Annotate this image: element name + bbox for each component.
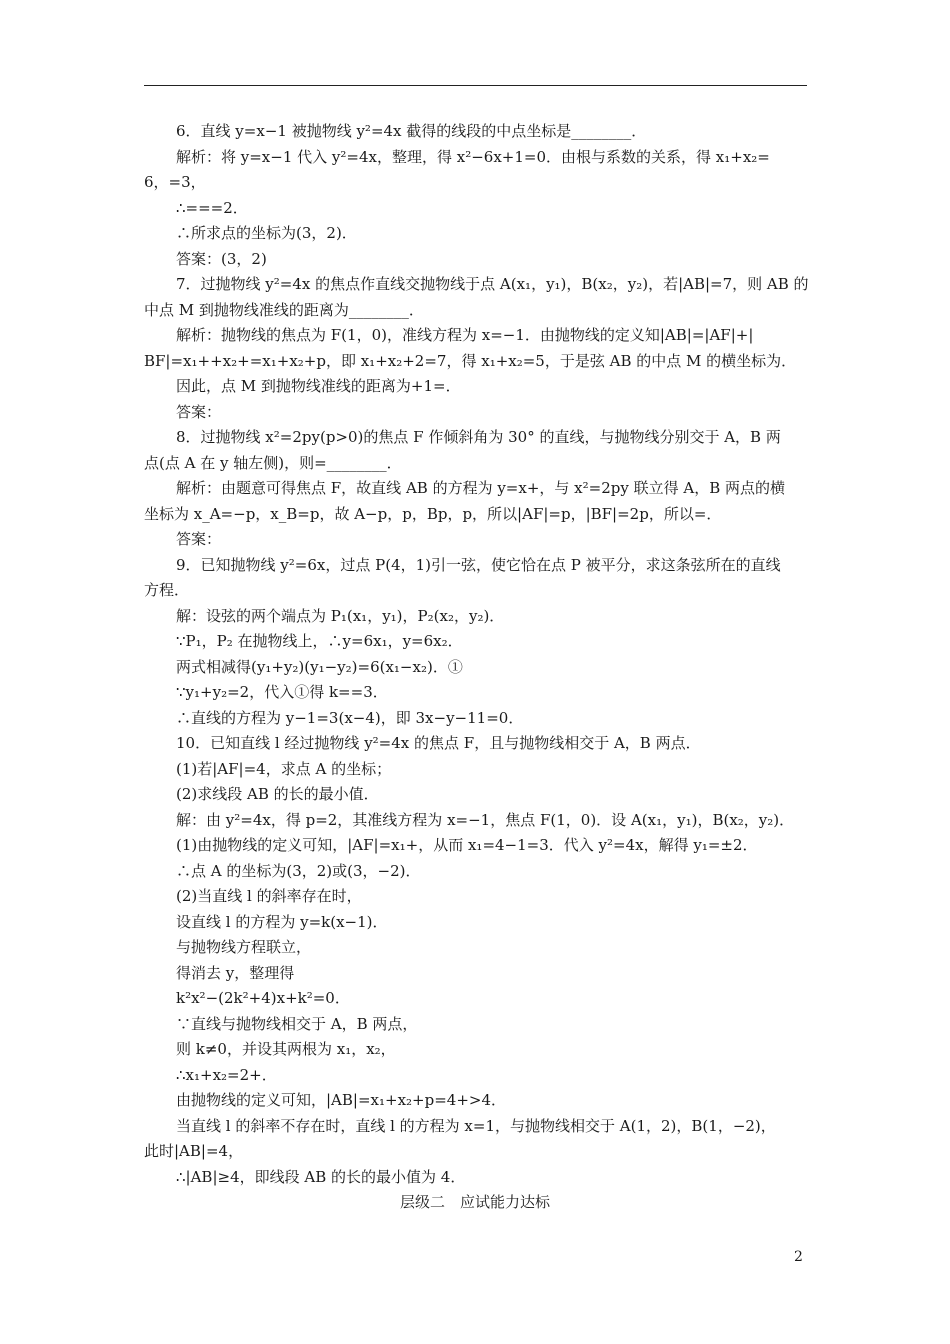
- q6-analysis-2: 6，=3，: [144, 173, 206, 191]
- q10-solution-9: ∵直线与抛物线相交于 A，B 两点，: [176, 1015, 418, 1033]
- q8-stem-2: 点(点 A 在 y 轴左侧)，则=________．: [144, 454, 402, 472]
- q9-solution-2: ∵P₁，P₂ 在抛物线上，∴y=6x₁，y=6x₂．: [176, 632, 463, 650]
- section-heading: 层级二 应试能力达标: [399, 1193, 550, 1211]
- q6-analysis-3: ∴===2．: [176, 199, 248, 217]
- q10-solution-3: ∴点 A 的坐标为(3，2)或(3，−2)．: [176, 862, 421, 880]
- q7-analysis-2: BF|=x₁++x₂+=x₁+x₂+p，即 x₁+x₂+2=7，得 x₁+x₂=5，于是弦 AB 的中点 M 的横坐标为．: [144, 352, 797, 370]
- q10-solution-1: 解：由 y²=4x，得 p=2，其准线方程为 x=−1，焦点 F(1，0)．设 A(x₁，y₁)，B(x₂，y₂)．: [176, 811, 795, 829]
- q10-solution-13: 当直线 l 的斜率不存在时，直线 l 的方程为 x=1，与抛物线相交于 A(1，2)，B(1，−2)，: [176, 1117, 776, 1135]
- q8-stem-1: 8．过抛物线 x²=2py(p>0)的焦点 F 作倾斜角为 30° 的直线，与抛物线分别交于 A，B 两: [176, 428, 781, 446]
- q9-solution-1: 解：设弦的两个端点为 P₁(x₁，y₁)，P₂(x₂，y₂)．: [176, 607, 505, 625]
- q6-stem: 6．直线 y=x−1 被抛物线 y²=4x 截得的线段的中点坐标是________．: [176, 122, 647, 140]
- q8-answer: 答案：: [176, 530, 222, 548]
- q9-stem-2: 方程．: [144, 581, 190, 599]
- q10-solution-6: 与抛物线方程联立，: [176, 938, 312, 956]
- q6-analysis-1: 解析：将 y=x−1 代入 y²=4x，整理，得 x²−6x+1=0．由根与系数的关系，得 x₁+x₂=: [176, 148, 770, 166]
- page-number: 2: [794, 1249, 803, 1265]
- q10-solution-4: (2)当直线 l 的斜率存在时，: [176, 887, 362, 905]
- q10-solution-5: 设直线 l 的方程为 y=k(x−1)．: [176, 913, 388, 931]
- q9-stem-1: 9．已知抛物线 y²=6x，过点 P(4，1)引一弦，使它恰在点 P 被平分，求这条弦所在的直线: [176, 556, 781, 574]
- q10-part1: (1)若|AF|=4，求点 A 的坐标；: [176, 760, 392, 778]
- q7-analysis-1: 解析：抛物线的焦点为 F(1，0)，准线方程为 x=−1．由抛物线的定义知|AB|=|AF|+|: [176, 326, 754, 344]
- q9-solution-3: 两式相减得(y₁+y₂)(y₁−y₂)=6(x₁−x₂)．①: [176, 658, 463, 676]
- q6-answer: 答案：(3，2): [176, 250, 267, 268]
- q10-solution-10: 则 k≠0，并设其两根为 x₁，x₂，: [176, 1040, 396, 1058]
- q10-solution-8: k²x²−(2k²+4)x+k²=0．: [176, 989, 350, 1007]
- q7-answer: 答案：: [176, 403, 222, 421]
- q10-solution-7: 得消去 y，整理得: [176, 964, 295, 982]
- q6-analysis-4: ∴所求点的坐标为(3，2)．: [176, 224, 357, 242]
- q10-solution-15: ∴|AB|≥4，即线段 AB 的长的最小值为 4．: [176, 1168, 466, 1186]
- q10-solution-12: 由抛物线的定义可知，|AB|=x₁+x₂+p=4+>4．: [176, 1091, 507, 1109]
- q7-stem-2: 中点 M 到抛物线准线的距离为________．: [144, 301, 424, 319]
- q10-solution-11: ∴x₁+x₂=2+．: [176, 1066, 277, 1084]
- q8-analysis-2: 坐标为 x_A=−p，x_B=p，故 A−p，p，Bp，p，所以|AF|=p，|BF|=2p，所以=．: [144, 505, 722, 523]
- q9-solution-4: ∵y₁+y₂=2，代入①得 k==3．: [176, 683, 388, 701]
- header-rule: [144, 85, 807, 86]
- q7-analysis-3: 因此，点 M 到抛物线准线的距离为+1=．: [176, 377, 461, 395]
- q8-analysis-1: 解析：由题意可得焦点 F，故直线 AB 的方程为 y=x+，与 x²=2py 联立得 A，B 两点的横: [176, 479, 785, 497]
- q10-part2: (2)求线段 AB 的长的最小值．: [176, 785, 379, 803]
- q10-solution-2: (1)由抛物线的定义可知，|AF|=x₁+，从而 x₁=4−1=3．代入 y²=4x，解得 y₁=±2．: [176, 836, 758, 854]
- q7-stem-1: 7．过抛物线 y²=4x 的焦点作直线交抛物线于点 A(x₁，y₁)，B(x₂，y₂)，若|AB|=7，则 AB 的: [176, 275, 809, 293]
- q10-solution-14: 此时|AB|=4，: [144, 1142, 244, 1160]
- q9-solution-5: ∴直线的方程为 y−1=3(x−4)，即 3x−y−11=0．: [176, 709, 524, 727]
- q10-stem: 10．已知直线 l 经过抛物线 y²=4x 的焦点 F，且与抛物线相交于 A，B 两点．: [176, 734, 701, 752]
